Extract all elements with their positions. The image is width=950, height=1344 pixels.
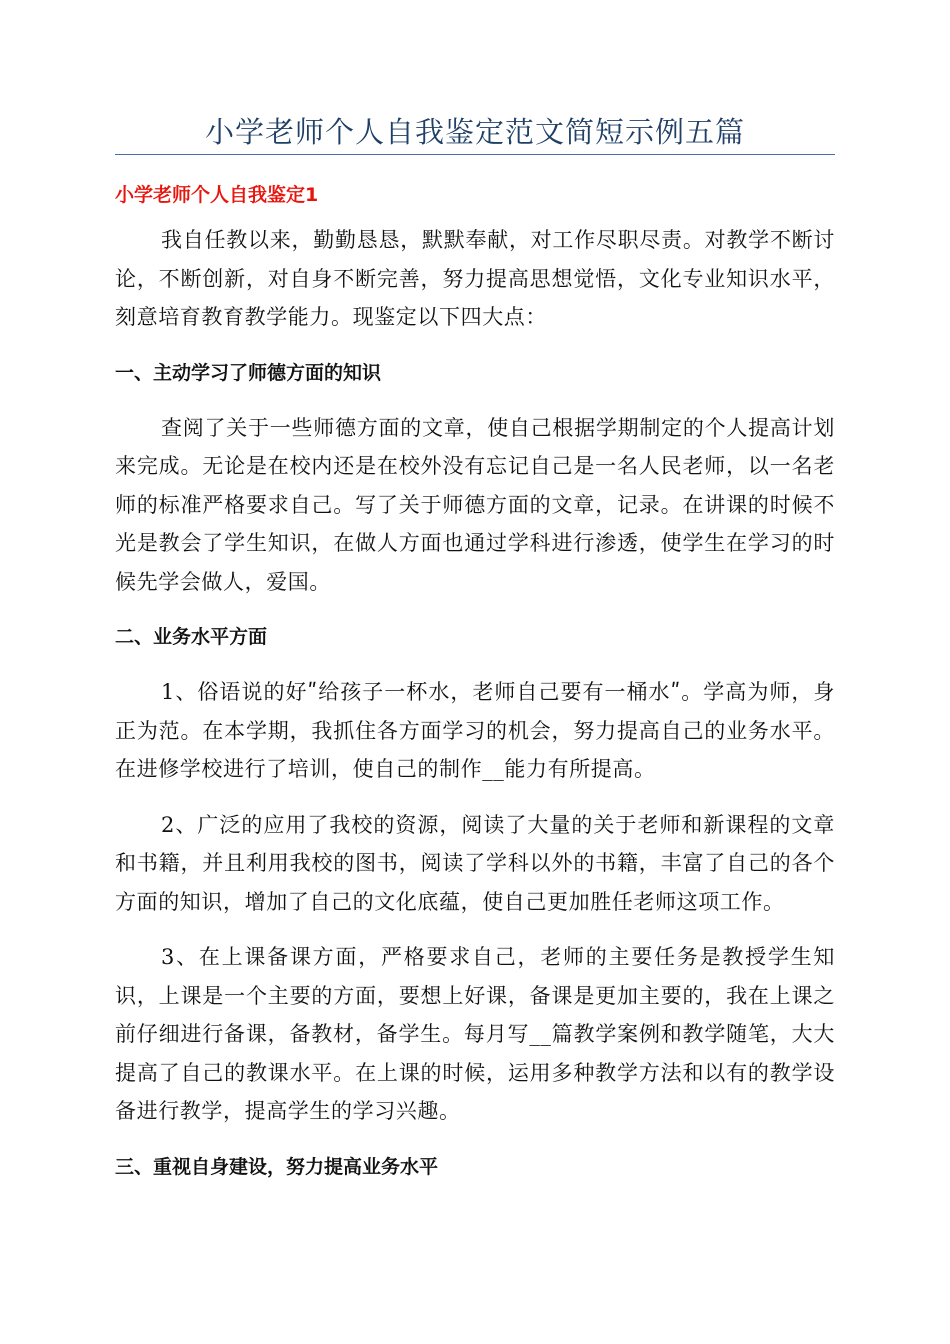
part2-heading: 二、业务水平方面 <box>115 626 268 648</box>
intro-paragraph: 我自任教以来，勤勤恳恳，默默奉献，对工作尽职尽责。对教学不断讨论，不断创新，对自身不断完善，努力提高思想觉悟，文化专业知识水平，刻意培育教育教学能力。现鉴定以下四大点： <box>115 228 835 329</box>
section-heading: 小学老师个人自我鉴定1 <box>115 184 319 206</box>
document-body <box>115 221 835 1203</box>
document-title: 小学老师个人自我鉴定范文简短示例五篇 <box>204 115 745 149</box>
part1-paragraph: 查阅了关于一些师德方面的文章，使自己根据学期制定的个人提高计划来完成。无论是在校内还是在校外没有忘记自己是一名人民老师，以一名老师的标准严格要求自己。写了关于师德方面的文章，记录。在讲课的时候不光是教会了学生知识，在做人方面也通过学科进行渗透，使学生在学习的时候先学会做人，爱国。 <box>115 415 835 594</box>
part1-heading: 一、主动学习了师德方面的知识 <box>115 361 382 384</box>
part2-item-2: 2、广泛的应用了我校的资源，阅读了大量的关于老师和新课程的文章和书籍，并且利用我校的图书，阅读了学科以外的书籍，丰富了自己的各个方面的知识，增加了自己的文化底蕴，使自己更加胜任老师这项工作。 <box>115 812 835 914</box>
title-underline <box>115 154 835 155</box>
part2-item-1: 1、俗语说的好ʺ给孩子一杯水，老师自己要有一桶水ʺ。学高为师，身正为范。在本学期，我抓住各方面学习的机会，努力提高自己的业务水平。在进修学校进行了培训，使自己的制作__能力有所提高。 <box>115 680 835 781</box>
part2-item-3: 3、在上课备课方面，严格要求自己，老师的主要任务是教授学生知识，上课是一个主要的方面，要想上好课，备课是更加主要的，我在上课之前仔细进行备课，备教材，备学生。每月写__篇教学案例和教学随笔，大大提高了自己的教课水平。在上课的时候，运用多种教学方法和以有的教学设备进行教学，提高学生的学习兴趣。 <box>115 945 835 1123</box>
part3-heading: 三、重视自身建设，努力提高业务水平 <box>115 1155 439 1178</box>
